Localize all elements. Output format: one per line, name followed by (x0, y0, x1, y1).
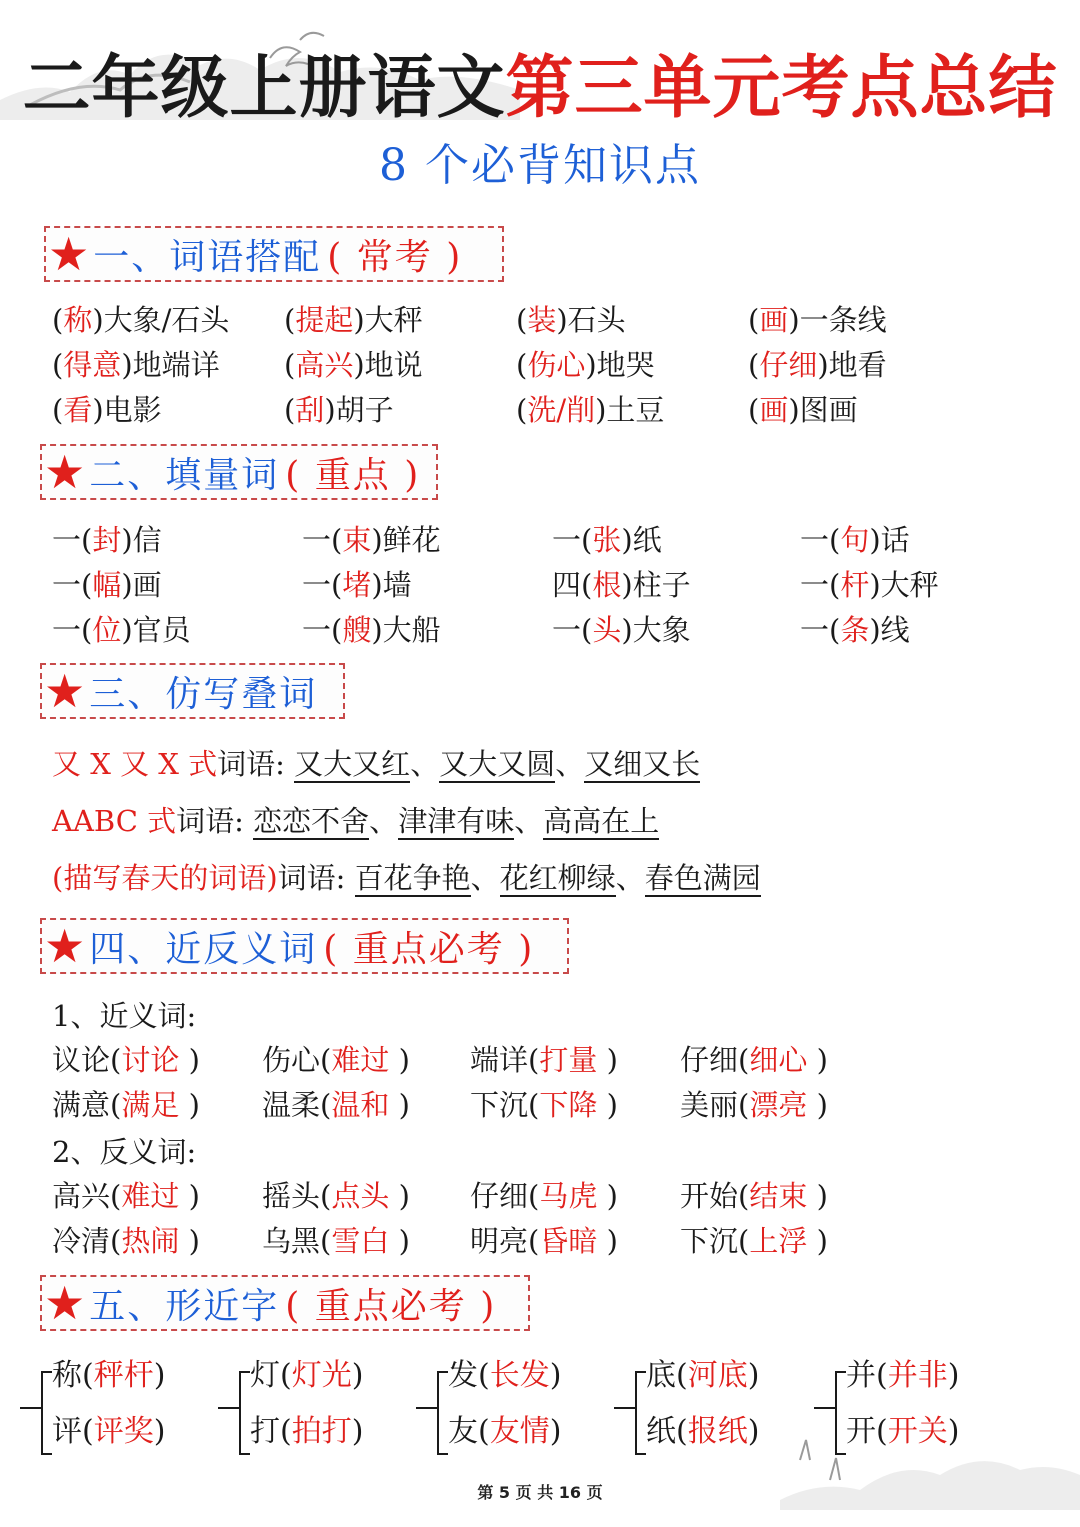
section-tag: ( 常考 ) (327, 236, 463, 278)
answer-text: 并非 (887, 1358, 948, 1393)
synonym-item (680, 1083, 828, 1128)
bracket-open: ( (284, 303, 296, 337)
answer-text: 封 (92, 523, 122, 557)
answer-text: 难过 (331, 1043, 390, 1077)
antonym-item (262, 1174, 410, 1219)
pattern-label: 又 X 又 X 式 (52, 747, 218, 781)
section-title: 二、填量词 (89, 454, 280, 496)
words-label: 词语: (217, 747, 285, 781)
antonym-item (680, 1219, 828, 1264)
similar-char-item (646, 1356, 759, 1396)
title-part-red: 第三单元考点总结 (505, 49, 1058, 128)
bracket-open: 一( (302, 568, 343, 602)
section-tag: ( 重点必考 ) (323, 928, 535, 970)
bracket-close: ) (179, 1043, 200, 1077)
answer-text: 洗/削 (527, 393, 596, 427)
base-word: 冷清 (52, 1224, 111, 1258)
example-word: 春色满园 (644, 861, 761, 895)
section-title: 一、词语搭配 (93, 236, 322, 278)
bracket-open: ( (82, 1358, 94, 1393)
bracket-open: ( (52, 348, 64, 382)
bracket-close: ) (597, 1224, 618, 1258)
base-word: 伤心 (262, 1043, 321, 1077)
section-title: 四、近反义词 (89, 928, 318, 970)
base-word: 乌黑 (262, 1224, 321, 1258)
answer-text: 艘 (342, 613, 372, 647)
phrase-text: )电影 (92, 393, 162, 427)
star-icon: ★ (44, 445, 86, 499)
answer-text: 刮 (295, 393, 325, 427)
synonym-item (470, 1083, 618, 1128)
bracket-open: ( (320, 1088, 332, 1122)
answer-text: 友情 (489, 1414, 550, 1449)
base-char: 发 (448, 1358, 478, 1393)
bracket-open: 一( (52, 568, 93, 602)
bracket-close: ) (747, 1358, 760, 1393)
synonym-item (680, 1038, 828, 1083)
bracket-open: 一( (302, 523, 343, 557)
bracket-open: ( (876, 1414, 888, 1449)
collocation-item (52, 298, 229, 343)
phrase-text: )一条线 (788, 303, 887, 337)
collocation-item (284, 298, 423, 343)
base-char: 称 (52, 1358, 82, 1393)
bracket-open: ( (320, 1043, 332, 1077)
phrase-text: )画 (121, 568, 162, 602)
measure-word-item (800, 563, 939, 608)
answer-text: 仔细 (759, 348, 818, 382)
example-word: 高高在上 (543, 804, 660, 838)
antonym-item (680, 1174, 828, 1219)
answer-text: 昏暗 (539, 1224, 598, 1258)
star-icon: ★ (44, 919, 86, 973)
bracket-close: ) (747, 1414, 760, 1449)
pattern-label: (描写春天的词语) (52, 861, 278, 895)
answer-text: 结束 (749, 1179, 808, 1213)
bracket-open: ( (280, 1414, 292, 1449)
bracket-open: ( (52, 393, 64, 427)
answer-text: 秤杆 (93, 1358, 154, 1393)
collocation-item (284, 388, 394, 433)
base-char: 打 (250, 1414, 280, 1449)
measure-word-item (552, 608, 691, 653)
answer-text: 难过 (121, 1179, 180, 1213)
bracket-open: ( (110, 1179, 122, 1213)
antonym-item (262, 1219, 410, 1264)
collocation-item (52, 343, 220, 388)
collocation-item (516, 298, 626, 343)
similar-char-item (250, 1356, 363, 1396)
page-footer: 第 5 页 共 16 页 (477, 1483, 603, 1502)
reduplication-line (52, 856, 761, 900)
answer-text: 细心 (749, 1043, 808, 1077)
bracket-open: ( (284, 393, 296, 427)
bracket-open: 一( (800, 568, 841, 602)
measure-word-item (52, 518, 162, 563)
bracket-open: ( (478, 1358, 490, 1393)
similar-char-item (52, 1356, 165, 1396)
answer-text: 热闹 (121, 1224, 180, 1258)
answer-text: 位 (92, 613, 122, 647)
separator: 、 (470, 861, 500, 895)
bracket-open: ( (528, 1043, 540, 1077)
base-char: 并 (846, 1358, 876, 1393)
section-title: 五、形近字 (89, 1285, 280, 1327)
bracket-open: 一( (52, 613, 93, 647)
section-title: 三、仿写叠词 (89, 673, 318, 715)
bracket-close: ) (597, 1043, 618, 1077)
bracket-open: 一( (52, 523, 93, 557)
section-header-1 (44, 226, 504, 282)
base-word: 摇头 (262, 1179, 321, 1213)
measure-word-item (552, 518, 662, 563)
section-header-5 (40, 1275, 530, 1331)
answer-text: 上浮 (749, 1224, 808, 1258)
answer-text: 根 (592, 568, 622, 602)
phrase-text: )信 (121, 523, 162, 557)
similar-char-item (846, 1356, 959, 1396)
bracket-close: ) (807, 1088, 828, 1122)
measure-word-item (302, 518, 441, 563)
phrase-text: )线 (869, 613, 910, 647)
similar-char-group (216, 1350, 386, 1460)
separator: 、 (514, 804, 544, 838)
section-tag: ( 重点必考 ) (285, 1285, 497, 1327)
bracket-close: ) (179, 1088, 200, 1122)
bracket-open: ( (738, 1088, 750, 1122)
collocation-item (748, 343, 887, 388)
collocation-item (748, 298, 887, 343)
bracket-open: 一( (800, 523, 841, 557)
bracket-close: ) (947, 1414, 960, 1449)
base-char: 纸 (646, 1414, 676, 1449)
bracket-open: ( (528, 1088, 540, 1122)
base-word: 明亮 (470, 1224, 529, 1258)
words-label: 词语: (277, 861, 346, 895)
bracket-open: ( (110, 1043, 122, 1077)
measure-word-item (800, 608, 910, 653)
page-subtitle: 8 个必背知识点 (379, 140, 701, 191)
answer-text: 灯光 (291, 1358, 352, 1393)
answer-text: 马虎 (539, 1179, 598, 1213)
reduplication-line (52, 799, 659, 843)
bracket-open: ( (676, 1414, 688, 1449)
section-header-4 (40, 918, 569, 974)
answer-text: 句 (840, 523, 870, 557)
answer-text: 温和 (331, 1088, 390, 1122)
phrase-text: )官员 (121, 613, 191, 647)
bracket-open: ( (52, 303, 64, 337)
bracket-close: ) (549, 1358, 562, 1393)
similar-char-group (18, 1350, 188, 1460)
bracket-close: ) (549, 1414, 562, 1449)
similar-char-item (846, 1412, 959, 1452)
bracket-close: ) (389, 1043, 410, 1077)
measure-word-item (52, 608, 191, 653)
phrase-text: )墙 (371, 568, 412, 602)
answer-text: 报纸 (687, 1414, 748, 1449)
synonym-item (52, 1083, 200, 1128)
answer-text: 看 (63, 393, 93, 427)
similar-char-item (448, 1356, 561, 1396)
similar-char-group (414, 1350, 584, 1460)
answer-text: 满足 (121, 1088, 180, 1122)
example-word: 恋恋不舍 (253, 804, 370, 838)
base-word: 端详 (470, 1043, 529, 1077)
bracket-close: ) (351, 1414, 364, 1449)
separator: 、 (555, 747, 585, 781)
bracket-open: ( (738, 1179, 750, 1213)
example-word: 百花争艳 (354, 861, 471, 895)
bracket-open: 一( (552, 523, 593, 557)
phrase-text: )图画 (788, 393, 858, 427)
bracket-close: ) (389, 1088, 410, 1122)
base-char: 灯 (250, 1358, 280, 1393)
antonym-item (52, 1219, 200, 1264)
answer-text: 得意 (63, 348, 122, 382)
answer-text: 雪白 (331, 1224, 390, 1258)
collocation-item (516, 343, 655, 388)
measure-word-item (552, 563, 691, 608)
answer-text: 装 (527, 303, 557, 337)
pattern-label: AABC 式 (52, 804, 177, 838)
separator: 、 (369, 804, 399, 838)
phrase-text: )地端详 (121, 348, 220, 382)
answer-text: 拍打 (291, 1414, 352, 1449)
base-char: 开 (846, 1414, 876, 1449)
star-icon: ★ (44, 664, 86, 718)
answer-text: 漂亮 (749, 1088, 808, 1122)
base-word: 温柔 (262, 1088, 321, 1122)
answer-text: 头 (592, 613, 622, 647)
phrase-text: )土豆 (595, 393, 665, 427)
bracket-open: ( (738, 1224, 750, 1258)
answer-text: 画 (759, 303, 789, 337)
bracket-close: ) (597, 1179, 618, 1213)
base-char: 友 (448, 1414, 478, 1449)
phrase-text: )大秤 (869, 568, 939, 602)
example-word: 又大又红 (294, 747, 411, 781)
similar-char-item (646, 1412, 759, 1452)
separator: 、 (410, 747, 440, 781)
phrase-text: )地哭 (585, 348, 655, 382)
bracket-open: ( (320, 1224, 332, 1258)
star-icon: ★ (44, 1276, 86, 1330)
bracket-close: ) (807, 1179, 828, 1213)
section-header-2 (40, 444, 438, 500)
phrase-text: )话 (869, 523, 910, 557)
answer-text: 张 (592, 523, 622, 557)
answer-text: 高兴 (295, 348, 354, 382)
separator: 、 (615, 861, 645, 895)
answer-text: 幅 (92, 568, 122, 602)
phrase-text: )大船 (371, 613, 441, 647)
measure-word-item (302, 608, 441, 653)
collocation-item (52, 388, 162, 433)
similar-char-item (448, 1412, 561, 1452)
similar-char-group (612, 1350, 782, 1460)
bracket-open: ( (110, 1224, 122, 1258)
answer-text: 条 (840, 613, 870, 647)
answer-text: 画 (759, 393, 789, 427)
bracket-open: ( (748, 393, 760, 427)
reduplication-line (52, 742, 700, 786)
synonym-heading: 1、近义词: (52, 999, 197, 1033)
collocation-item (516, 388, 664, 433)
phrase-text: )鲜花 (371, 523, 441, 557)
bracket-open: ( (516, 348, 528, 382)
base-word: 仔细 (470, 1179, 529, 1213)
answer-text: 点头 (331, 1179, 390, 1213)
collocation-item (284, 343, 423, 388)
section-header-3 (40, 663, 345, 719)
example-word: 花红柳绿 (499, 861, 616, 895)
example-word: 又大又圆 (439, 747, 556, 781)
bracket-open: ( (676, 1358, 688, 1393)
bracket-open: ( (110, 1088, 122, 1122)
bracket-close: ) (389, 1224, 410, 1258)
bracket-open: ( (748, 348, 760, 382)
phrase-text: )胡子 (324, 393, 394, 427)
measure-word-item (302, 563, 412, 608)
phrase-text: )地看 (817, 348, 887, 382)
antonym-item (470, 1219, 618, 1264)
words-label: 词语: (176, 804, 244, 838)
bracket-open: ( (748, 303, 760, 337)
similar-char-item (52, 1412, 165, 1452)
phrase-text: )石头 (556, 303, 626, 337)
base-word: 下沉 (470, 1088, 529, 1122)
base-word: 议论 (52, 1043, 111, 1077)
page-title (0, 48, 1080, 130)
answer-text: 评奖 (93, 1414, 154, 1449)
example-word: 又细又长 (584, 747, 701, 781)
bracket-open: 一( (800, 613, 841, 647)
bracket-open: ( (280, 1358, 292, 1393)
synonym-item (262, 1038, 410, 1083)
bracket-close: ) (597, 1088, 618, 1122)
similar-char-item (250, 1412, 363, 1452)
phrase-text: )大秤 (353, 303, 423, 337)
phrase-text: )地说 (353, 348, 423, 382)
answer-text: 伤心 (527, 348, 586, 382)
answer-text: 下降 (539, 1088, 598, 1122)
antonym-item (52, 1174, 200, 1219)
bracket-open: ( (738, 1043, 750, 1077)
bracket-close: ) (389, 1179, 410, 1213)
base-word: 下沉 (680, 1224, 739, 1258)
bracket-open: ( (284, 348, 296, 382)
bracket-open: ( (876, 1358, 888, 1393)
measure-word-item (800, 518, 910, 563)
measure-word-item (52, 563, 162, 608)
base-char: 评 (52, 1414, 82, 1449)
bracket-open: ( (82, 1414, 94, 1449)
bracket-open: ( (478, 1414, 490, 1449)
star-icon: ★ (48, 227, 90, 281)
answer-text: 堵 (342, 568, 372, 602)
answer-text: 束 (342, 523, 372, 557)
bracket-close: ) (807, 1224, 828, 1258)
base-word: 高兴 (52, 1179, 111, 1213)
bracket-close: ) (153, 1414, 166, 1449)
base-word: 开始 (680, 1179, 739, 1213)
answer-text: 长发 (489, 1358, 550, 1393)
bracket-close: ) (807, 1043, 828, 1077)
answer-text: 河底 (687, 1358, 748, 1393)
antonym-item (470, 1174, 618, 1219)
bracket-close: ) (947, 1358, 960, 1393)
bracket-open: ( (528, 1224, 540, 1258)
bracket-close: ) (153, 1358, 166, 1393)
bracket-open: 一( (302, 613, 343, 647)
answer-text: 称 (63, 303, 93, 337)
title-part-black: 二年级上册语文 (22, 49, 506, 128)
bracket-open: ( (320, 1179, 332, 1213)
synonym-item (262, 1083, 410, 1128)
base-char: 底 (646, 1358, 676, 1393)
answer-text: 提起 (295, 303, 354, 337)
synonym-item (470, 1038, 618, 1083)
example-word: 津津有味 (398, 804, 515, 838)
answer-text: 开关 (887, 1414, 948, 1449)
phrase-text: )纸 (621, 523, 662, 557)
bracket-open: ( (516, 393, 528, 427)
bracket-open: 四( (552, 568, 593, 602)
answer-text: 杆 (840, 568, 870, 602)
phrase-text: )大象 (621, 613, 691, 647)
antonym-heading: 2、反义词: (52, 1135, 197, 1169)
bracket-close: ) (179, 1179, 200, 1213)
base-word: 仔细 (680, 1043, 739, 1077)
bracket-open: 一( (552, 613, 593, 647)
bracket-open: ( (516, 303, 528, 337)
bracket-close: ) (179, 1224, 200, 1258)
similar-char-group (812, 1350, 982, 1460)
base-word: 满意 (52, 1088, 111, 1122)
answer-text: 讨论 (121, 1043, 180, 1077)
bracket-close: ) (351, 1358, 364, 1393)
synonym-item (52, 1038, 200, 1083)
bracket-open: ( (528, 1179, 540, 1213)
section-tag: ( 重点 ) (285, 454, 421, 496)
answer-text: 打量 (539, 1043, 598, 1077)
collocation-item (748, 388, 858, 433)
base-word: 美丽 (680, 1088, 739, 1122)
phrase-text: )大象/石头 (92, 303, 230, 337)
phrase-text: )柱子 (621, 568, 691, 602)
